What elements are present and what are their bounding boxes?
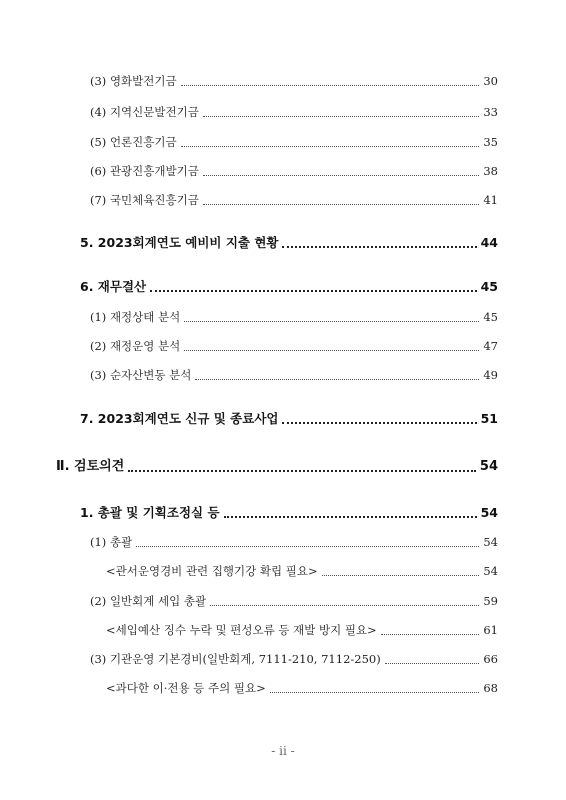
toc-dot-leader	[203, 204, 480, 205]
toc-dot-leader	[210, 605, 479, 606]
toc-note[interactable]	[106, 680, 498, 696]
toc-entry[interactable]	[90, 593, 498, 609]
toc-entry-page: 33	[483, 105, 498, 119]
toc-entry-page: 47	[483, 339, 498, 353]
toc-section[interactable]	[80, 235, 498, 251]
toc-entry-label: (1) 재정상태 분석	[90, 310, 181, 324]
toc-part-label: Ⅱ. 검토의견	[56, 459, 125, 474]
toc-entry-page: 66	[483, 652, 498, 666]
toc-dot-leader	[195, 379, 479, 380]
toc-dot-leader	[184, 321, 479, 322]
toc-entry[interactable]	[90, 163, 498, 179]
toc-dot-leader	[282, 422, 476, 424]
toc-entry[interactable]	[90, 192, 498, 208]
toc-dot-leader	[203, 175, 480, 176]
toc-entry[interactable]	[90, 367, 498, 383]
toc-section[interactable]	[80, 505, 498, 521]
toc-entry-label: (4) 지역신문발전기금	[90, 105, 199, 119]
toc-entry[interactable]	[90, 309, 498, 325]
toc-section-page: 44	[480, 235, 498, 250]
toc-note-page: 68	[483, 681, 498, 695]
toc-entry-page: 35	[483, 135, 498, 149]
toc-section-label: 5. 2023회계연도 예비비 지출 현황	[80, 235, 279, 250]
toc-entry[interactable]	[90, 651, 498, 667]
toc-dot-leader	[181, 146, 480, 147]
toc-note-page: 61	[483, 623, 498, 637]
toc-dot-leader	[270, 692, 480, 693]
toc-dot-leader	[385, 663, 480, 664]
toc-entry-label: (2) 일반회계 세입 총괄	[90, 594, 207, 608]
toc-dot-leader	[203, 116, 480, 117]
toc-note-label: <과다한 이·전용 등 주의 필요>	[106, 681, 266, 695]
toc-section-page: 51	[480, 411, 498, 426]
toc-entry-label: (2) 재정운영 분석	[90, 339, 181, 353]
toc-entry-label: (6) 관광진흥개발기금	[90, 164, 199, 178]
toc-dot-leader	[184, 350, 479, 351]
toc-entry-label: (3) 영화발전기금	[90, 74, 177, 88]
toc-section-label: 1. 총괄 및 기획조정실 등	[80, 505, 220, 520]
toc-note-page: 54	[483, 564, 498, 578]
toc-part-page: 54	[479, 459, 498, 474]
toc-dot-leader	[128, 470, 476, 472]
toc-dot-leader	[181, 85, 480, 86]
toc-dot-leader	[150, 290, 476, 292]
toc-entry[interactable]	[90, 134, 498, 150]
toc-entry-label: (3) 순자산변동 분석	[90, 368, 192, 382]
toc-dot-leader	[322, 575, 480, 576]
toc-entry-label: (3) 기관운영 기본경비(일반회계, 7111-210, 7112-250)	[90, 652, 381, 666]
toc-entry[interactable]	[90, 338, 498, 354]
toc-entry-label: (5) 언론진흥기금	[90, 135, 177, 149]
toc-entry-page: 30	[483, 74, 498, 88]
toc-section-page: 45	[480, 279, 498, 294]
toc-dot-leader	[136, 546, 479, 547]
toc-section-label: 7. 2023회계연도 신규 및 종료사업	[80, 411, 279, 426]
toc-section-page: 54	[480, 505, 498, 520]
toc-entry-page: 38	[483, 164, 498, 178]
toc-entry[interactable]	[90, 534, 498, 550]
page-number: - ii -	[271, 744, 295, 758]
toc-section[interactable]	[80, 279, 498, 295]
toc-entry-label: (7) 국민체육진흥기금	[90, 193, 199, 207]
toc-entry-page: 41	[483, 193, 498, 207]
toc-dot-leader	[381, 634, 480, 635]
toc-dot-leader	[282, 246, 476, 248]
toc-entry-label: (1) 총괄	[90, 535, 133, 549]
toc-entry-page: 49	[483, 368, 498, 382]
toc-section[interactable]	[80, 411, 498, 427]
toc-entry-page: 59	[483, 594, 498, 608]
toc-section-label: 6. 재무결산	[80, 279, 147, 294]
toc-entry[interactable]	[90, 73, 498, 89]
toc-note[interactable]	[106, 622, 498, 638]
toc-note-label: <관서운영경비 관련 집행기강 확립 필요>	[106, 564, 318, 578]
toc-entry-page: 54	[483, 535, 498, 549]
toc-note[interactable]	[106, 563, 498, 579]
toc-note-label: <세입예산 징수 누락 및 편성오류 등 재발 방지 필요>	[106, 623, 377, 637]
toc-entry[interactable]	[90, 104, 498, 120]
toc-dot-leader	[224, 516, 477, 518]
toc-part[interactable]	[56, 459, 498, 475]
toc-entry-page: 45	[483, 310, 498, 324]
